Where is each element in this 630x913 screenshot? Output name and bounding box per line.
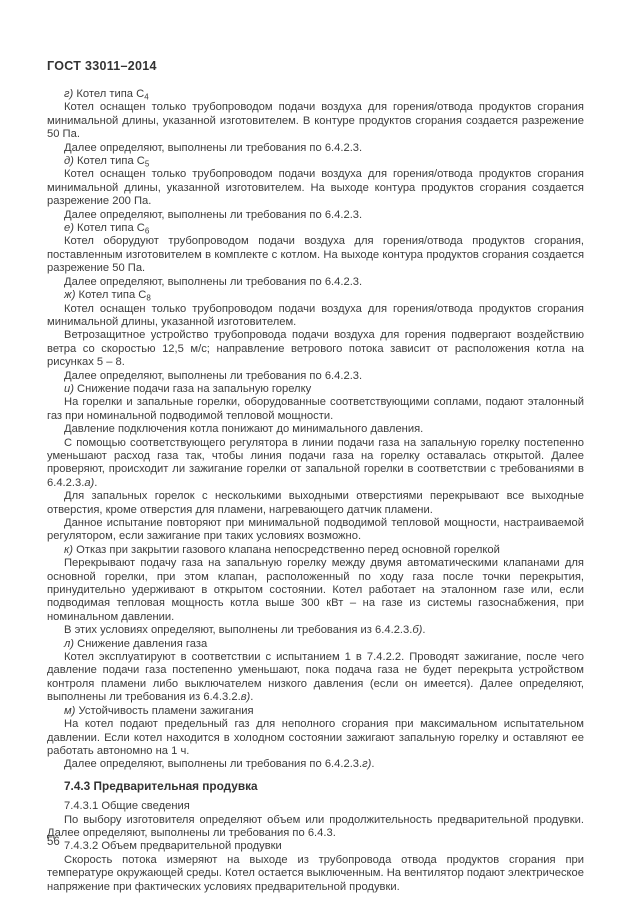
italic-run: л) xyxy=(64,637,75,650)
italic-run: м) xyxy=(64,704,76,717)
paragraph xyxy=(47,638,584,651)
text-run: Перекрывают подачу газа на запальную горелку между двумя автоматическими клапанами для основной горелки, при этом клапан, расположенный по ходу газа после точки перекрытия, принудительно удерживают в открытом состоянии. Котел работает на эталонном газе или, если подводимая тепловая мощность котла выше 300 кВт – на газе из системы газоснабжения, при номинальном давлении. xyxy=(47,557,584,623)
paragraph xyxy=(47,168,584,208)
italic-run: к) xyxy=(64,543,74,556)
paragraph xyxy=(47,329,584,369)
paragraph xyxy=(47,544,584,557)
text-run: На котел подают предельный газ для неполного сгорания при максимальном испытательном давлении. Если котел находится в холодном состоянии зажигают запальную горелку и оставляют ее работать автономно на 1 ч. xyxy=(47,718,584,757)
text-run: Давление подключения котла понижают до минимального давления. xyxy=(64,423,424,436)
paragraph xyxy=(47,423,584,436)
text-run: Котел эксплуатируют в соответствии с испытанием 1 в 7.4.2.2. Проводят зажигание, после чего давление подачи газа постепенно уменьшают, пока подача газа не будет перекрыта устройством контроля пламени либо выключателем низкого давления (если он имеется). Далее определяют, выполнены ли требования из 6.4.3.2. xyxy=(47,651,584,704)
paragraph xyxy=(47,718,584,758)
paragraph xyxy=(47,705,584,718)
text-run: Данное испытание повторяют при минимальной подводимой тепловой мощности, настраиваемой регулятором, если зажигание при таких условиях возможно. xyxy=(47,517,584,543)
text-run: Котел типа С xyxy=(73,155,145,168)
paragraph xyxy=(47,800,584,813)
text-run: Котел типа С xyxy=(75,289,147,302)
paragraph xyxy=(47,490,584,517)
subscript-run: 4 xyxy=(144,92,149,102)
paragraph xyxy=(47,651,584,705)
text-run: Для запальных горелок с несколькими выходными отверстиями перекрывают все выходные отверстия, кроме отверстия для пламени, нагревающего датчик пламени. xyxy=(47,490,584,516)
paragraph xyxy=(47,235,584,275)
italic-run: и) xyxy=(64,382,74,395)
text-run: Отказ при закрытии газового клапана непосредственно перед основной горелкой xyxy=(73,543,500,556)
text-run: . xyxy=(422,624,426,637)
text-run: Снижение давления газа xyxy=(74,637,208,650)
text-run: 7.4.3.1 Общие сведения xyxy=(64,800,190,813)
text-run: Снижение подачи газа на запальную горелку xyxy=(73,382,312,395)
italic-run: в) xyxy=(240,691,251,704)
text-run: 7.4.3 Предварительная продувка xyxy=(64,778,258,793)
text-run: . xyxy=(94,476,98,489)
paragraph xyxy=(47,88,584,101)
paragraph xyxy=(47,142,584,155)
text-run: Устойчивость пламени зажигания xyxy=(75,704,254,717)
subscript-run: 5 xyxy=(144,159,150,169)
text-run: Ветрозащитное устройство трубопровода подачи воздуха для горения подвергают воздействию ветра со скоростью 12,5 м/с; направление ветрового потока зависит от расположения котла на рисунках 5 – 8. xyxy=(47,329,584,369)
text-run: В этих условиях определяют, выполнены ли требования из 6.4.2.3. xyxy=(64,624,413,637)
paragraph xyxy=(47,303,584,330)
text-run: Котел оборудуют трубопроводом подачи воздуха для горения/отвода продуктов сгорания, поставленным изготовителем в комплекте с котлом. На выходе контура продуктов сгорания создается разрежение 50 Па. xyxy=(47,235,584,275)
text-run: Скорость потока измеряют на выходе из трубопровода отвода продуктов сгорания при температуре окружающей среды. Котел остается выключенным. На вентилятор подают электрическое напряжение при фактических условиях предварительной продувки. xyxy=(47,853,584,893)
italic-run: е) xyxy=(64,222,74,235)
italic-run: г) xyxy=(64,88,74,100)
text-run: . xyxy=(371,758,375,771)
page-number: 56 xyxy=(47,836,60,848)
text-run: По выбору изготовителя определяют объем или продолжительность предварительной продувки. Далее определяют, выполнены ли требования по 6.4.3. xyxy=(47,813,584,839)
text-run: Котел типа С xyxy=(73,222,145,235)
document-header: ГОСТ 33011–2014 xyxy=(47,59,157,73)
text-run: Далее определяют, выполнены ли требования по 6.4.2.3. xyxy=(64,141,363,154)
subscript-run: 6 xyxy=(144,226,150,236)
paragraph xyxy=(47,289,584,302)
text-run: Далее определяют, выполнены ли требования по 6.4.2.3. xyxy=(64,275,363,288)
text-run: Далее определяют, выполнены ли требования по 6.4.2.3. xyxy=(64,208,363,221)
text-run: На горелки и запальные горелки, оборудованные соответствующими соплами, подают эталонный газ при номинальной подводимой тепловой мощности. xyxy=(47,396,584,422)
text-run: С помощью соответствующего регулятора в линии подачи газа на запальную горелку постепенно уменьшают расход газа так, чтобы линия подачи газа на горелку оставалась открытой. Далее проверяют, происходит ли зажигание горелки от запальной горелки в соответствии с требованиями в 6.4.2.3. xyxy=(47,436,584,489)
text-run: . xyxy=(250,691,254,704)
paragraph xyxy=(47,517,584,544)
text-run: Котел оснащен только трубопроводом подачи воздуха для горения/отвода продуктов сгорания минимальной длины, указанной изготовителем. В контуре продуктов сгорания создается разрежение 50 Па. xyxy=(47,101,584,141)
paragraph xyxy=(47,624,584,637)
paragraph xyxy=(47,758,584,771)
italic-run: а) xyxy=(84,476,95,489)
paragraph xyxy=(47,155,584,168)
text-run: Котел типа С xyxy=(73,88,145,100)
paragraph xyxy=(47,383,584,396)
paragraph xyxy=(47,101,584,141)
paragraph xyxy=(47,437,584,491)
paragraph xyxy=(47,814,584,841)
text-block xyxy=(47,88,584,894)
text-run: Котел оснащен только трубопроводом подачи воздуха для горения/отвода продуктов сгорания минимальной длины, указанной изготовителем. xyxy=(47,302,584,328)
text-run: 7.4.3.2 Объем предварительной продувки xyxy=(64,840,282,853)
italic-run: б) xyxy=(412,624,423,637)
paragraph xyxy=(47,209,584,222)
section-heading xyxy=(47,780,584,793)
text-run: Далее определяют, выполнены ли требования по 6.4.2.3. xyxy=(64,369,363,382)
italic-run: ж) xyxy=(64,289,76,302)
paragraph xyxy=(47,370,584,383)
italic-run: д) xyxy=(64,155,74,168)
text-run: Далее определяют, выполнены ли требования по 6.4.2.3. xyxy=(64,758,363,771)
subscript-run: 8 xyxy=(146,293,151,303)
paragraph xyxy=(47,557,584,624)
paragraph xyxy=(47,854,584,894)
text-run: Котел оснащен только трубопроводом подачи воздуха для горения/отвода продуктов сгорания минимальной длины, указанной изготовителем. На выходе контура продуктов сгорания создается разрежение 200 Па. xyxy=(47,168,584,208)
paragraph xyxy=(47,222,584,235)
paragraph xyxy=(47,840,584,853)
paragraph xyxy=(47,276,584,289)
paragraph xyxy=(47,396,584,423)
italic-run: г) xyxy=(362,758,372,771)
